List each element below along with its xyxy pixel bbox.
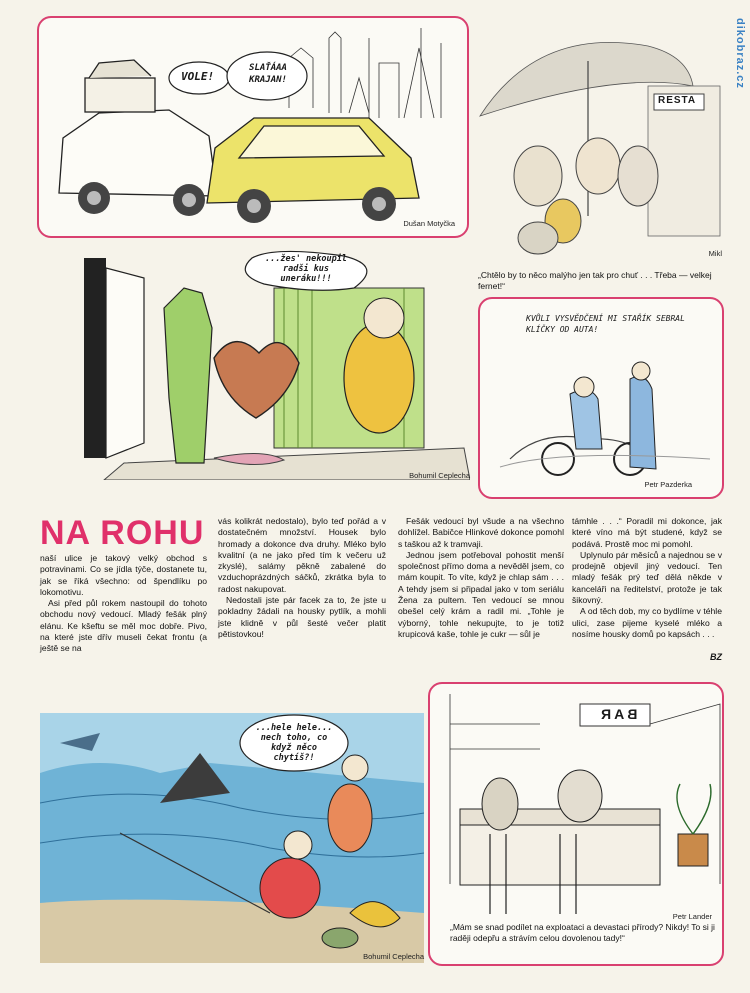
cafe-credit: Mikl — [708, 249, 722, 258]
cartoon-heart — [84, 248, 470, 480]
col2-paragraph: vás kolikrát nedostalo), bylo teď pořád a v dostatečném množství. Housek bylo hromady a dokonce dva druhy. Mléko bylo kvalitní (a ne jako před tím k večeru už zkyslé), salámy pěkně zabalené do vzduchoprázdných sáčků, zkrátka byla to radost nakupovat. — [218, 516, 386, 594]
bar-caption: „Mám se snad podílet na exploataci a devastaci přírody? Nikdy! To si ji raději odepřu a strávím celou dovolenou tady!“ — [450, 922, 715, 943]
cars-illustration — [39, 18, 469, 238]
cars-bubble-left: VOLE! — [181, 70, 215, 83]
cafe-caption: „Chtělo by to něco malýho jen tak pro chuť . . . Třeba — velkej fernet!“ — [478, 270, 712, 291]
col2-paragraph: Nedostali jste pár facek za to, že jste u pokladny žádali na housky pytlík, a mohli jste klidně v půl šesté večer platit pětistovkou! — [218, 595, 386, 639]
col1-paragraph: naší ulice je takový velký obchod s potravinami. Co se jídla týče, dostanete tu, jak se říká všechno: od špendlíku po lokomotivu. — [40, 553, 207, 597]
heart-bubble: ...žes' nekoupil radši kus uneráku!!! — [265, 254, 347, 284]
article-column-1 — [40, 553, 207, 655]
heart-credit: Bohumil Ceplecha — [409, 471, 470, 480]
cartoon-bar — [428, 682, 724, 966]
article-signature: BZ — [710, 652, 722, 662]
cars-credit: Dušan Motyčka — [403, 219, 455, 228]
article-column-4 — [572, 516, 722, 640]
watermark: dikobraz.cz — [734, 18, 746, 89]
col3-paragraph: Jednou jsem potřeboval pohostit menší společnost přímo doma a nevěděl jsem, co mám koupit. To víte, když je chlap sám . . . A tehdy jsem si připadal jako v tom seriálu Žena za pultem. Ten vedoucí se mnou obešel celý krám a radil mi. „Tohle je výborný, tohle nekupujte, to je totiž krupicová kaše, tohle je cukr — sůl je — [398, 549, 564, 639]
col4-paragraph: A od těch dob, my co bydlíme v téhle ulici, zase pijeme kyselé mléko a nosíme housky domů po kapsách . . . — [572, 606, 722, 639]
bar-sign: BAR — [598, 706, 638, 722]
article-title: NA ROHU — [40, 514, 205, 552]
cafe-illustration — [478, 16, 724, 260]
cartoon-cafe — [478, 16, 724, 260]
cars-bubble-right: SLAŤÁAA KRAJAN! — [249, 63, 287, 85]
fishing-illustration — [40, 713, 424, 963]
col4-paragraph: támhle . . .“ Poradil mi dokonce, jak které víno má být studené, když se podává. Prostě moc mi pomohl. — [572, 516, 722, 549]
article-column-2 — [218, 516, 386, 640]
cartoon-cars — [37, 16, 469, 238]
bar-credit: Petr Lander — [672, 912, 712, 921]
motorcycle-bubble: KVŮLI VYSVĚDČENÍ MI STAŘÍK SEBRAL KLÍČKY OD AUTA! — [526, 314, 685, 334]
motorcycle-credit: Petr Pazderka — [644, 480, 692, 489]
col3-paragraph: Fešák vedoucí byl všude a na všechno dohlížel. Babičce Hlinkové dokonce pomohl s taškou až k tramvaji. — [398, 516, 564, 549]
cartoon-motorcycle — [478, 297, 724, 499]
cafe-sign: RESTA — [658, 95, 697, 106]
col4-paragraph: Uplynulo pár měsíců a najednou se v prodejně objevil jiný vedoucí. Ten mladý fešák prý teď dělá někde v kanceláři na ředitelství, protože je tak šikovný. — [572, 549, 722, 606]
article-column-3 — [398, 516, 564, 640]
fishing-credit: Bohumil Ceplecha — [363, 952, 424, 961]
col1-paragraph: Asi před půl rokem nastoupil do tohoto obchodu nový vedoucí. Mladý fešák plný elánu. Ke kšeftu se měl moc dobře. Pivo, na které jste dřív museli čekat frontu (a ještě se na — [40, 598, 207, 654]
fishing-bubble: ...hele hele... nech toho, co když něco chytíš?! — [255, 723, 333, 763]
cartoon-fishing — [40, 713, 424, 963]
